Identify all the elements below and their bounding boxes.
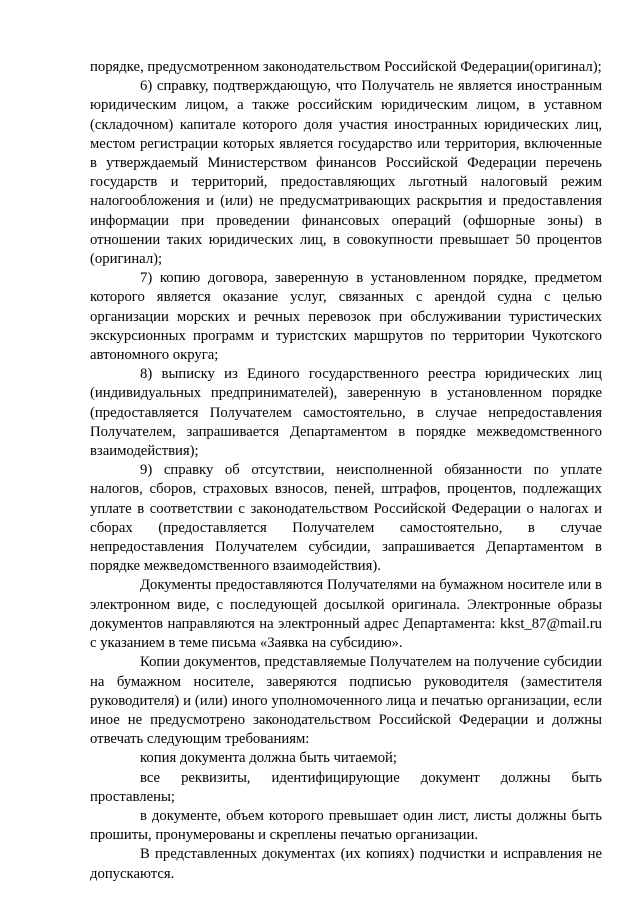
paragraph-submission <box>90 576 602 653</box>
paragraph-copies: Копии документов, представляемые Получателем на получение субсидии на бумажном носителе, заверяются подписью руководителя (заместителя руководителя) и (или) иного уполномоченного лица и печатью организации, если иное не предусмотрено законодательством Российской Федерации и должны отвечать следующим требованиям: <box>90 654 602 748</box>
document-page <box>90 58 602 884</box>
requirement-details: все реквизиты, идентифицирующие документ должны быть проставлены; <box>90 769 602 805</box>
paragraph-item-7: 7) копию договора, заверенную в установленном порядке, предметом которого является оказание услуг, связанных с арендой судна с целью организации морских и речных перевозок при обслуживании туристических экскурсионных программ и туристских маршрутов по территории Чукотского автономного округа; <box>90 270 602 364</box>
paragraph-item-9: 9) справку об отсутствии, неисполненной обязанности по уплате налогов, сборов, страховых взносов, пеней, штрафов, процентов, подлежащих уплате в соответствии с законодательством Российской Федерации о налогах и сборах (предоставляется Получателем самостоятельно, в случае непредоставления Получателем субсидии, запрашивается Департаментом в порядке межведомственного взаимодействия). <box>90 462 602 575</box>
email-address: kkst_87@mail.ru <box>499 615 603 632</box>
submission-text: Документы предоставляются Получателями на бумажном носителе или в электронном виде, с последующей досылкой оригинала. Электронные образы документов направляются на электронный адрес Департамента: <box>90 577 602 632</box>
submission-subject-text: с указанием в теме письма «Заявка на субсидию». <box>90 635 403 652</box>
requirement-binding: в документе, объем которого превышает один лист, листы должны быть прошиты, пронумерованы и скреплены печатью организации. <box>90 807 602 844</box>
paragraph-corrections: В представленных документах (их копиях) подчистки и исправления не допускаются. <box>90 846 602 882</box>
paragraph-item-8: 8) выписку из Единого государственного реестра юридических лиц (индивидуальных предпринимателей), заверенную в установленном порядке (предоставляется Получателем самостоятельно, в случае непредоставления Получателем, запрашивается Департаментом в порядке межведомственного взаимодействия); <box>90 366 602 460</box>
requirement-readable: копия документа должна быть читаемой; <box>140 750 397 767</box>
paragraph-item-6: 6) справку, подтверждающую, что Получатель не является иностранным юридическим лицом, а также российским юридическим лицом, в уставном (складочном) капитале которого доля участия иностранных юридических лиц, местом регистрации которых является государство или территория, включенные в утверждаемый Министерством финансов Российской Федерации перечень государств и территорий, предоставляющих льготный налоговый режим налогообложения и (или) не предусматривающих раскрытия и предоставления информации при проведении финансовых операций (офшорные зоны) в отношении таких юридических лиц, в совокупности превышает 50 процентов (оригинал); <box>90 78 602 268</box>
paragraph-continuation: порядке, предусмотренном законодательством Российской Федерации(оригинал); <box>90 59 602 75</box>
